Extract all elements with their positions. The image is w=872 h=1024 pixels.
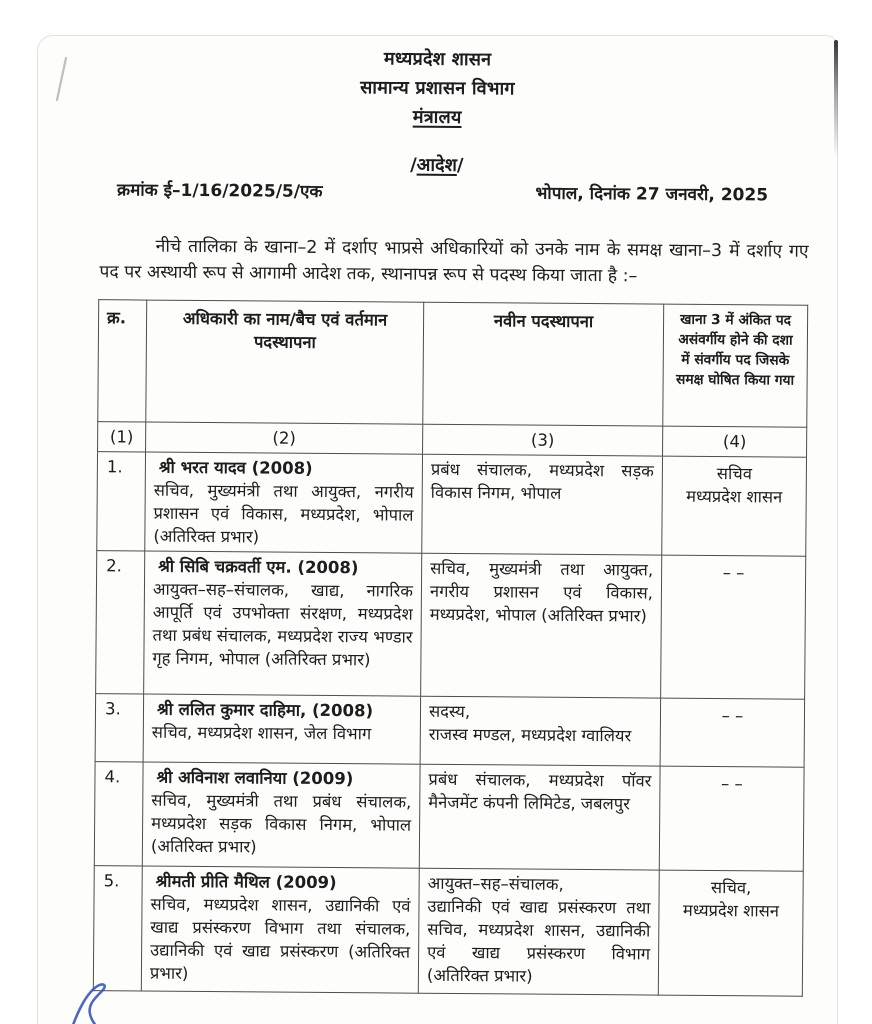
place-date: भोपाल, दिनांक 27 जनवरी, 2025 <box>535 183 769 206</box>
officer-new-posting: सदस्य, राजस्व मण्डल, मध्यप्रदेश ग्वालियर <box>420 696 661 766</box>
office-title: मंत्रालय <box>412 106 462 129</box>
row-serial: 4. <box>94 762 143 866</box>
header-new-posting: नवीन पदस्थापना <box>423 302 664 426</box>
equivalent-post: सचिव मध्यप्रदेश शासन <box>662 456 807 556</box>
ink-signature-mark <box>52 974 132 1024</box>
officer-new-posting: आयुक्त–सह–संचालक, उद्यानिकी एवं खाद्य प्रसंस्करण तथा सचिव, मध्यप्रदेश शासन, उद्यानिकी एवं खाद्य प्रसंस्करण विभाग (अतिरिक्त प्रभार) <box>418 868 659 995</box>
row-serial: 3. <box>95 694 144 762</box>
column-number-2: (2) <box>146 422 423 454</box>
reference-row <box>37 175 836 209</box>
table-row <box>93 866 803 997</box>
officer-new-posting: प्रबंध संचालक, मध्यप्रदेश पॉवर मैनेजमेंट कंपनी लिमिटेड, जबलपुर <box>419 764 660 870</box>
header-serial: क्र. <box>98 300 147 422</box>
table-row <box>94 762 804 872</box>
officer-current-posting-cell <box>145 452 423 553</box>
document-header <box>37 33 837 181</box>
officer-current-posting-cell <box>141 866 419 993</box>
order-slash-right: / <box>456 154 464 177</box>
officer-name: श्री अविनाश लवानिया (2009) <box>156 767 354 789</box>
document-sheet <box>37 35 838 1024</box>
officer-current-posting: सचिव, मध्यप्रदेश शासन, जेल विभाग <box>151 722 372 744</box>
officer-new-posting: प्रबंध संचालक, मध्यप्रदेश सड़क विकास निगम, भोपाल <box>422 454 663 555</box>
column-number-1: (1) <box>98 422 146 452</box>
officer-current-posting: आयुक्त–सह–संचालक, खाद्य, नागरिक आपूर्ति एवं उपभोक्ता संरक्षण, मध्यप्रदेश तथा प्रबंध संचालक, मध्यप्रदेश राज्य भण्डार गृह निगम, भोपाल (अतिरिक्त प्रभार) <box>152 579 414 670</box>
row-serial: 2. <box>96 551 145 694</box>
officer-current-posting: सचिव, मुख्यमंत्री तथा प्रबंध संचालक, मध्यप्रदेश सड़क विकास निगम, भोपाल (अतिरिक्त प्रभार) <box>150 790 412 857</box>
officer-name: श्री ललित कुमार दाहिमा, (2008) <box>156 699 374 721</box>
row-serial: 1. <box>97 452 146 551</box>
officer-current-posting-cell <box>143 694 421 764</box>
equivalent-post: सचिव, मध्यप्रदेश शासन <box>658 870 803 996</box>
order-word: आदेश <box>416 154 457 176</box>
column-number-3: (3) <box>423 424 663 456</box>
order-slash-left: / <box>410 154 417 176</box>
officer-new-posting: सचिव, मुख्यमंत्री तथा आयुक्त, नगरीय प्रशासन एवं विकास, मध्यप्रदेश, भोपाल (अतिरिक्त प्रभार) <box>421 553 662 698</box>
reference-number: क्रमांक ई–1/16/2025/5/एक <box>117 180 323 202</box>
header-name-batch-current: अधिकारी का नाम/बैच एवं वर्तमान पदस्थापना <box>146 300 424 424</box>
table-header-row <box>98 300 808 428</box>
department-title: सामान्य प्रशासन विभाग <box>360 77 515 100</box>
officer-name: श्रीमती प्रीति मैथिल (2009) <box>155 871 337 893</box>
officer-name: श्री भरत यादव (2008) <box>158 457 313 478</box>
intro-paragraph: नीचे तालिका के खाना–2 में दर्शाए भाप्रसे अधिकारियों को उनके नाम के समक्ष खाना–3 में दर्शाए गए पद पर अस्थायी रूप से आगामी आदेश तक, स्थानापन्न रूप से पदस्थ किया जाता है :– <box>99 236 809 287</box>
officer-current-posting: सचिव, मध्यप्रदेश शासन, उद्यानिकी एवं खाद्य प्रसंस्करण विभाग तथा संचालक, उद्यानिकी एवं खाद्य प्रसंस्करण (अतिरिक्त प्रभार) <box>149 894 411 983</box>
table-row <box>96 551 806 700</box>
column-number-4: (4) <box>663 426 807 457</box>
table-row <box>95 694 805 768</box>
officer-current-posting: सचिव, मुख्यमंत्री तथा आयुक्त, नगरीय प्रशासन एवं विकास, मध्यप्रदेश, भोपाल (अतिरिक्त प्रभार) <box>153 480 414 547</box>
header-equivalent-post: खाना 3 में अंकित पद असंवर्गीय होने की दशा में संवर्गीय पद जिसके समक्ष घोषित किया गया <box>663 304 808 427</box>
equivalent-post: – – <box>659 766 804 871</box>
table-row <box>97 452 807 557</box>
equivalent-post: – – <box>661 555 806 699</box>
equivalent-post: – – <box>660 698 805 767</box>
row-serial: 5. <box>93 866 142 991</box>
postings-table <box>93 299 808 997</box>
officer-current-posting-cell <box>142 762 420 868</box>
officer-name: श्री सिबि चक्रवर्ती एम. (2008) <box>158 556 359 578</box>
document-content <box>30 33 837 1024</box>
officer-current-posting-cell <box>144 551 422 696</box>
government-title: मध्यप्रदेश शासन <box>383 48 492 71</box>
